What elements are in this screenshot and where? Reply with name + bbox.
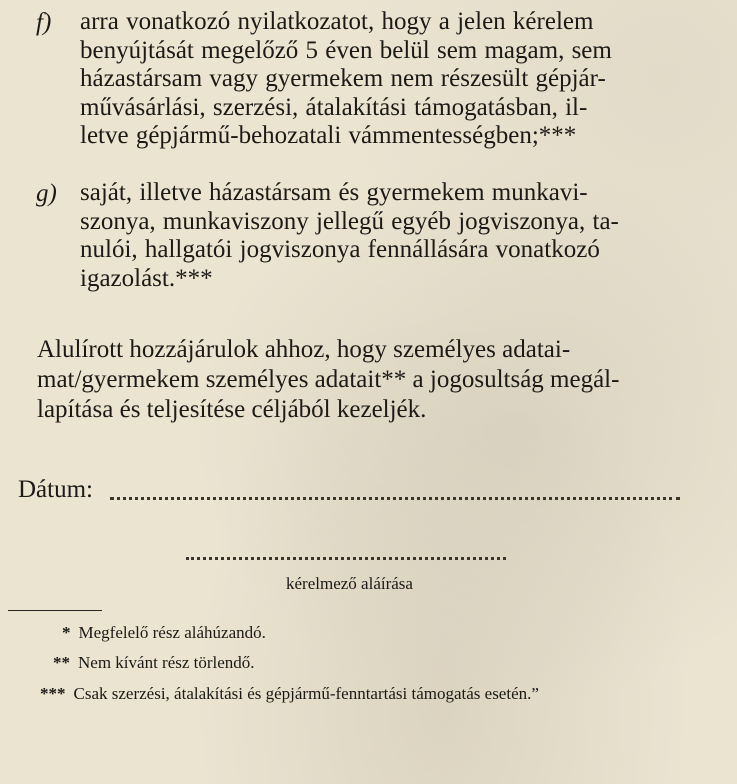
text-line: letve gépjármű-behozatali vámmentességben;*** — [80, 122, 577, 150]
footnote-2 — [53, 650, 255, 676]
item-marker: g) — [36, 180, 57, 207]
footnote-mark: *** — [40, 684, 66, 703]
text-line: szonya, munkaviszony jellegű egyéb jogviszonya, ta- — [80, 207, 619, 235]
text-line: művásárlási, szerzési, átalakítási támogatásban, il- — [80, 93, 588, 121]
signature-label — [0, 573, 695, 595]
date-label: Dátum: — [18, 476, 93, 503]
item-text — [80, 8, 700, 151]
footnote-text: Nem kívánt rész törlendő. — [78, 653, 255, 672]
footnote-3 — [40, 681, 697, 707]
text-line: mat/gyermekem személyes adatait** a jogosultság megál- — [37, 366, 620, 393]
footnote-1 — [62, 620, 266, 646]
text-line: saját, illetve házastársam és gyermekem munkavi- — [80, 179, 588, 206]
text-line: nulói, hallgatói jogviszonya fennállására vonatkozó — [80, 236, 600, 264]
text-line: lapítása és teljesítése céljából kezeljék. — [37, 396, 427, 423]
footnote-mark: ** — [53, 653, 70, 672]
footnote-text: Csak szerzési, átalakítási és gépjármű-fenntartási támogatás esetén.” — [73, 684, 539, 703]
text-line: benyújtását megelőző 5 éven belül sem magam, sem — [80, 36, 612, 64]
footnote-divider — [8, 610, 102, 611]
date-dotted-line[interactable] — [110, 497, 680, 500]
text-line: igazolást.*** — [80, 264, 213, 292]
text-line: Alulírott hozzájárulok ahhoz, hogy személyes adatai- — [37, 336, 571, 363]
text-line: arra vonatkozó nyilatkozatot, hogy a jelen kérelem — [80, 8, 594, 35]
item-text — [80, 179, 700, 293]
date-field[interactable] — [18, 473, 688, 507]
consent-paragraph — [37, 335, 702, 425]
footnote-text: Megfelelő rész aláhúzandó. — [78, 623, 266, 642]
signature-dotted-line[interactable] — [186, 557, 506, 560]
signature-label-text: kérelmező aláírása — [286, 574, 413, 593]
text-line: házastársam vagy gyermekem nem részesült gépjár- — [80, 65, 606, 93]
footnote-mark: * — [62, 623, 71, 642]
item-marker: f) — [36, 9, 52, 36]
